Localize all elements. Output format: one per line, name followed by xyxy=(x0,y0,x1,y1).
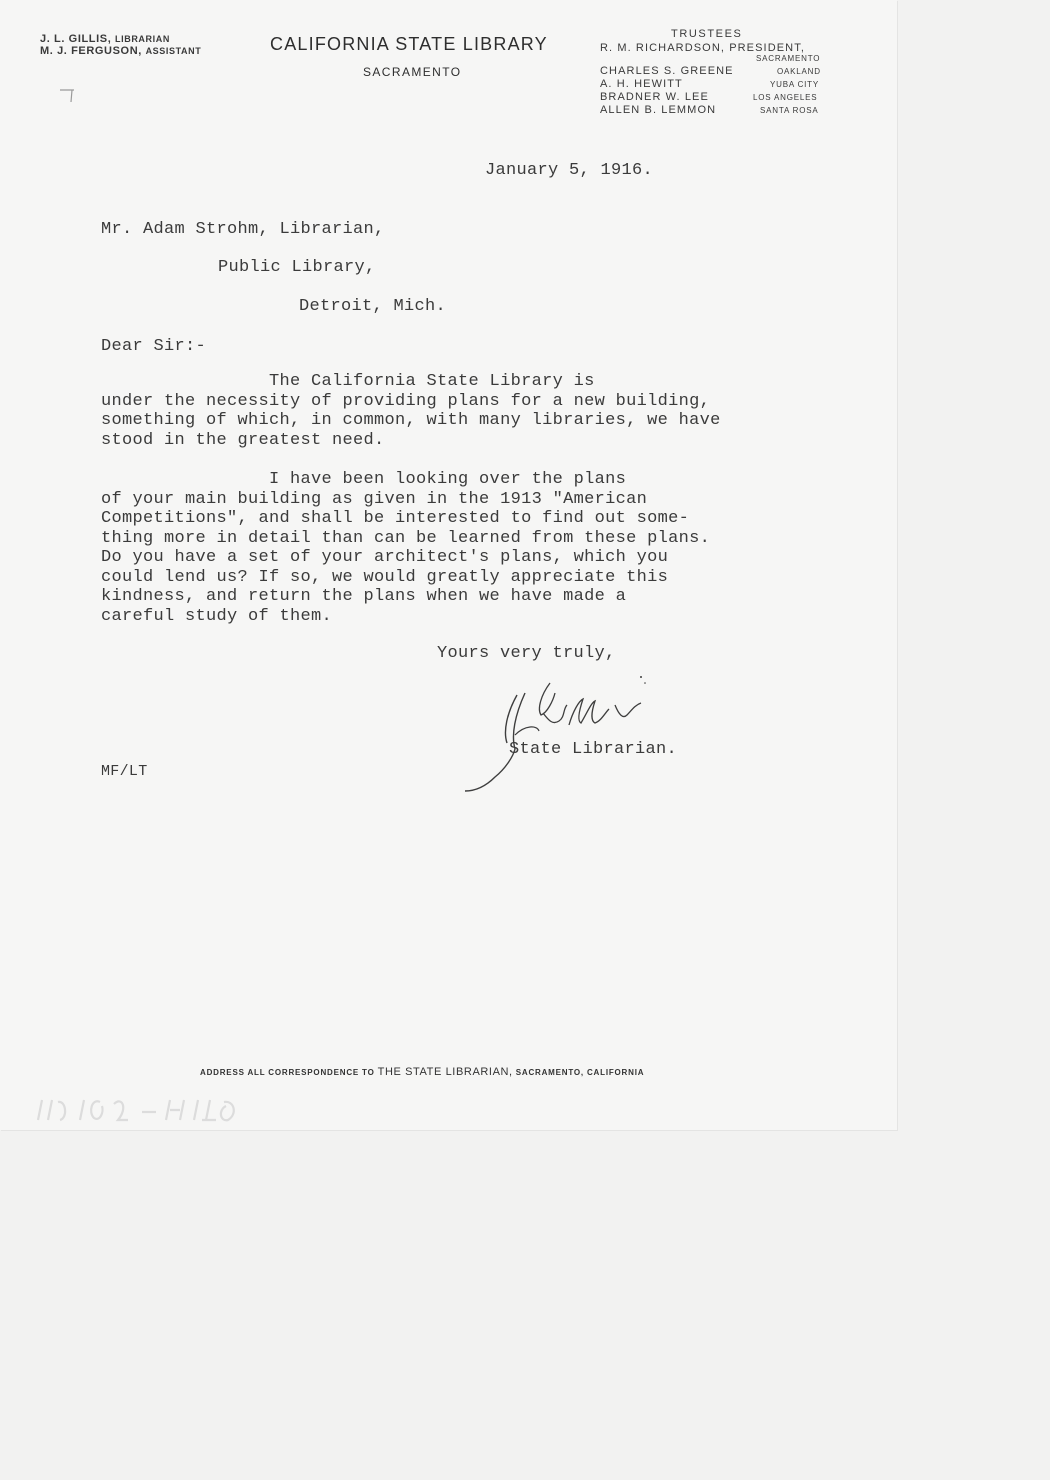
trustee-name: BRADNER W. LEE xyxy=(600,91,709,103)
staff-name: M. J. FERGUSON, xyxy=(40,45,146,57)
trustees-heading: TRUSTEES xyxy=(671,28,743,40)
address-line-name: Mr. Adam Strohm, Librarian, xyxy=(101,220,385,239)
letterhead-staff xyxy=(40,33,201,57)
staff-title: LIBRARIAN xyxy=(115,34,170,44)
address-line-city: Detroit, Mich. xyxy=(299,297,447,316)
staff-title: ASSISTANT xyxy=(145,46,202,56)
trustee-city: LOS ANGELES xyxy=(753,93,818,102)
pencil-mark-icon xyxy=(56,84,80,108)
letterhead-footer xyxy=(200,1062,644,1080)
library-city: SACRAMENTO xyxy=(363,65,462,79)
trustee-name: A. H. HEWITT xyxy=(600,78,683,90)
footer-prefix: ADDRESS ALL CORRESPONDENCE TO xyxy=(200,1068,378,1077)
staff-line xyxy=(40,45,201,57)
body-paragraph-2: I have been looking over the plans of your main building as given in the 1913 "American Competitions", and shall be interested to find out some- thing more in detail than can be learned from these plans. Do you have a set of your architect's plans, which you could lend us? If so, we would greatly appreciate this kindness, and return the plans when we have made a careful study of them. xyxy=(101,470,711,626)
staff-name: J. L. GILLIS, xyxy=(40,33,116,45)
closing: Yours very truly, xyxy=(437,644,616,663)
signature-title: State Librarian. xyxy=(509,740,678,759)
address-line-institution: Public Library, xyxy=(218,258,376,277)
body-paragraph-1: The California State Library is under the necessity of providing plans for a new building, something of which, in common, with many libraries, we have stood in the greatest need. xyxy=(101,372,721,450)
salutation: Dear Sir:- xyxy=(101,337,207,356)
trustee-city: SANTA ROSA xyxy=(760,106,819,115)
letter-date: January 5, 1916. xyxy=(485,161,654,180)
trustee-city: OAKLAND xyxy=(777,67,821,76)
footer-suffix: SACRAMENTO, CALIFORNIA xyxy=(512,1068,645,1077)
trustee-name: R. M. RICHARDSON, PRESIDENT, xyxy=(600,42,805,54)
staff-line xyxy=(40,33,201,45)
typist-initials: MF/LT xyxy=(101,763,148,780)
library-name: CALIFORNIA STATE LIBRARY xyxy=(270,34,548,54)
trustee-city: SACRAMENTO xyxy=(756,54,821,63)
footer-emphasis: THE STATE LIBRARIAN, xyxy=(377,1066,513,1078)
archival-stamp-mark xyxy=(30,1090,250,1130)
handwritten-signature xyxy=(455,665,678,795)
trustee-name: CHARLES S. GREENE xyxy=(600,65,734,77)
trustee-name: ALLEN B. LEMMON xyxy=(600,104,717,116)
trustee-city: YUBA CITY xyxy=(770,80,819,89)
